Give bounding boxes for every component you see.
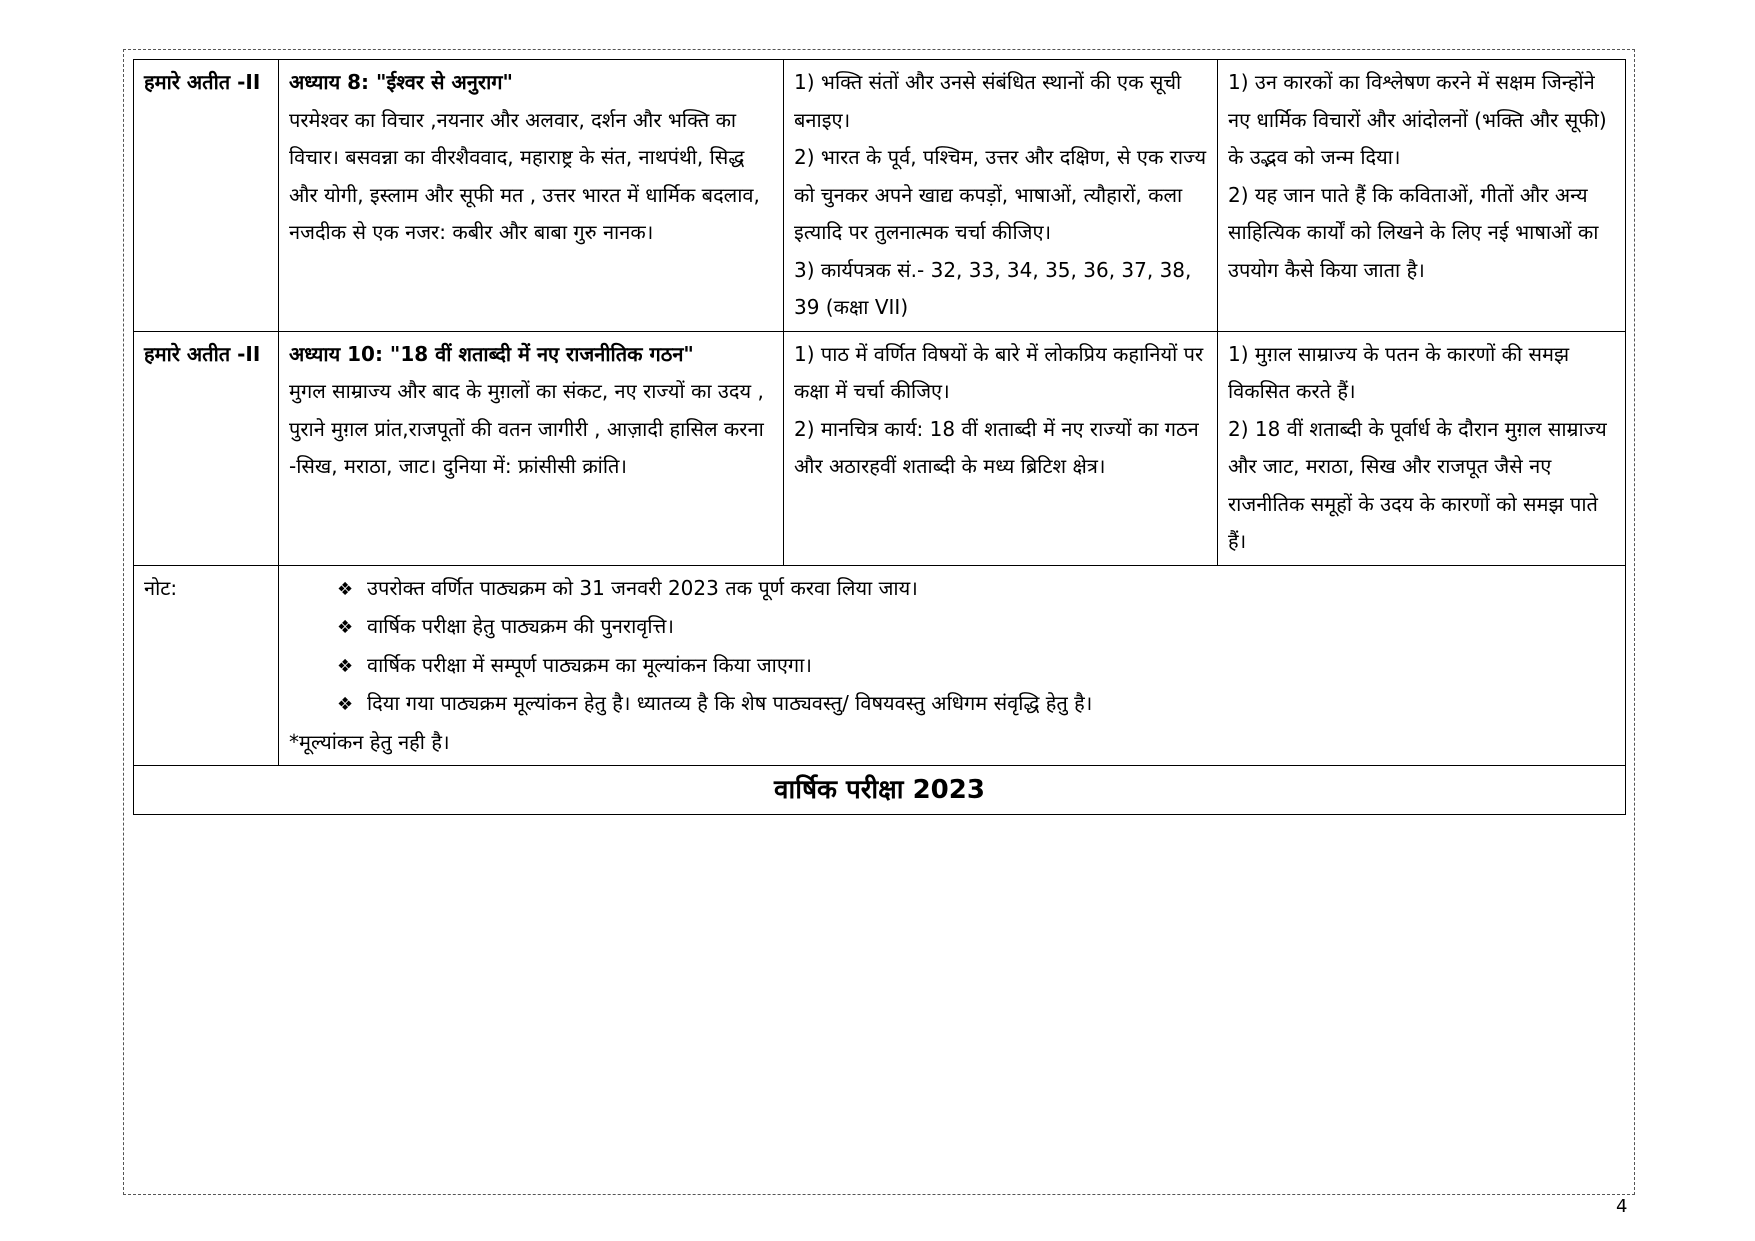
diamond-bullet-icon: ❖ [337,578,354,600]
outcome-item: 1) उन कारकों का विश्लेषण करने में सक्षम जिन्होंने नए धार्मिक विचारों और आंदोलनों (भक्ति और सूफी) के उद्भव को जन्म दिया। [1228,70,1607,169]
outcome-cell [1218,60,1626,332]
outcome-cell [1218,331,1626,565]
syllabus-table [133,59,1626,815]
note-content-cell [279,565,1626,766]
chapter-content: परमेश्वर का विचार ,नयनार और अलवार, दर्शन और भक्ति का विचार। बसवन्ना का वीरशैववाद, महाराष्ट्र के संत, नाथपंथी, सिद्ध और योगी, इस्लाम और सूफी मत , उत्तर भारत में धार्मिक बदलाव, नजदीक से एक नजर: कबीर और बाबा गुरु नानक। [289,107,760,244]
book-cell [134,331,279,565]
diamond-bullet-icon: ❖ [337,655,354,677]
outcome-item: 2) यह जान पाते हैं कि कविताओं, गीतों और अन्य साहित्यिक कार्यों को लिखने के लिए नई भाषाओं का उपयोग कैसे किया जाता है। [1228,182,1599,282]
outcome-item: 2) 18 वीं शताब्दी के पूर्वार्ध के दौरान मुग़ल साम्राज्य और जाट, मराठा, सिख और राजपूत जैसे नए राजनीतिक समूहों के उदय के कारणों को समझ पाते हैं। [1228,416,1607,553]
note-row [134,565,1626,766]
activity-item: 1) पाठ में वर्णित विषयों के बारे में लोकप्रिय कहानियों पर कक्षा में चर्चा कीजिए। [794,341,1204,403]
note-label-cell [134,565,279,766]
note-label: नोट: [144,575,178,600]
book-name: हमारे अतीत -II [144,70,261,94]
activity-item: 3) कार्यपत्रक सं.- 32, 33, 34, 35, 36, 37, 38, 39 (कक्षा VII) [794,257,1192,319]
note-item-text: उपरोक्त वर्णित पाठ्यक्रम को 31 जनवरी 2023 तक पूर्ण करवा लिया जाय। [367,575,918,600]
exam-heading: वार्षिक परीक्षा 2023 [134,766,1626,815]
book-cell [134,60,279,332]
activity-item: 2) मानचित्र कार्य: 18 वीं शताब्दी में नए राज्यों का गठन और अठारहवीं शताब्दी के मध्य ब्रिटिश क्षेत्र। [794,416,1199,478]
activity-item: 2) भारत के पूर्व, पश्चिम, उत्तर और दक्षिण, से एक राज्य को चुनकर अपने खाद्य कपड़ों, भाषाओं, त्यौहारों, कला इत्यादि पर तुलनात्मक चर्चा कीजिए। [794,145,1207,244]
chapter-title: अध्याय 10: "18 वीं शताब्दी में नए राजनीतिक गठन" [289,341,694,366]
note-item [337,570,1615,609]
diamond-bullet-icon: ❖ [337,694,354,715]
table-row [134,60,1626,332]
note-list [289,570,1615,724]
activity-cell [784,60,1218,332]
note-item [337,608,1615,647]
diamond-bullet-icon: ❖ [337,617,354,638]
chapter-title: अध्याय 8: "ईश्वर से अनुराग" [289,70,513,94]
exam-heading-row [134,766,1626,815]
activity-cell [784,331,1218,565]
table-row [134,331,1626,565]
page-number: 4 [1616,1196,1628,1217]
note-item-text: वार्षिक परीक्षा हेतु पाठ्यक्रम की पुनरावृत्ति। [367,614,674,638]
note-item [337,685,1615,724]
note-item-text: दिया गया पाठ्यक्रम मूल्यांकन हेतु है। ध्यातव्य है कि शेष पाठ्यवस्तु/ विषयवस्तु अधिगम संवृद्धि हेतु है। [367,691,1093,715]
note-item [337,647,1615,686]
outcome-item: 1) मुग़ल साम्राज्य के पतन के कारणों की समझ विकसित करते हैं। [1228,341,1570,403]
book-name: हमारे अतीत -II [144,341,261,366]
content-cell [279,331,784,565]
activity-item: 1) भक्ति संतों और उनसे संबंधित स्थानों की एक सूची बनाइए। [794,70,1182,132]
content-cell [279,60,784,332]
chapter-content: मुगल साम्राज्य और बाद के मुग़लों का संकट, नए राज्यों का उदय , पुराने मुग़ल प्रांत,राजपूतों की वतन जागीरी , आज़ादी हासिल करना -सिख, मराठा, जाट। दुनिया में: फ्रांसीसी क्रांति। [289,379,764,478]
note-footnote: *मूल्यांकन हेतु नही है। [289,729,450,754]
note-item-text: वार्षिक परीक्षा में सम्पूर्ण पाठ्यक्रम का मूल्यांकन किया जाएगा। [367,652,812,677]
